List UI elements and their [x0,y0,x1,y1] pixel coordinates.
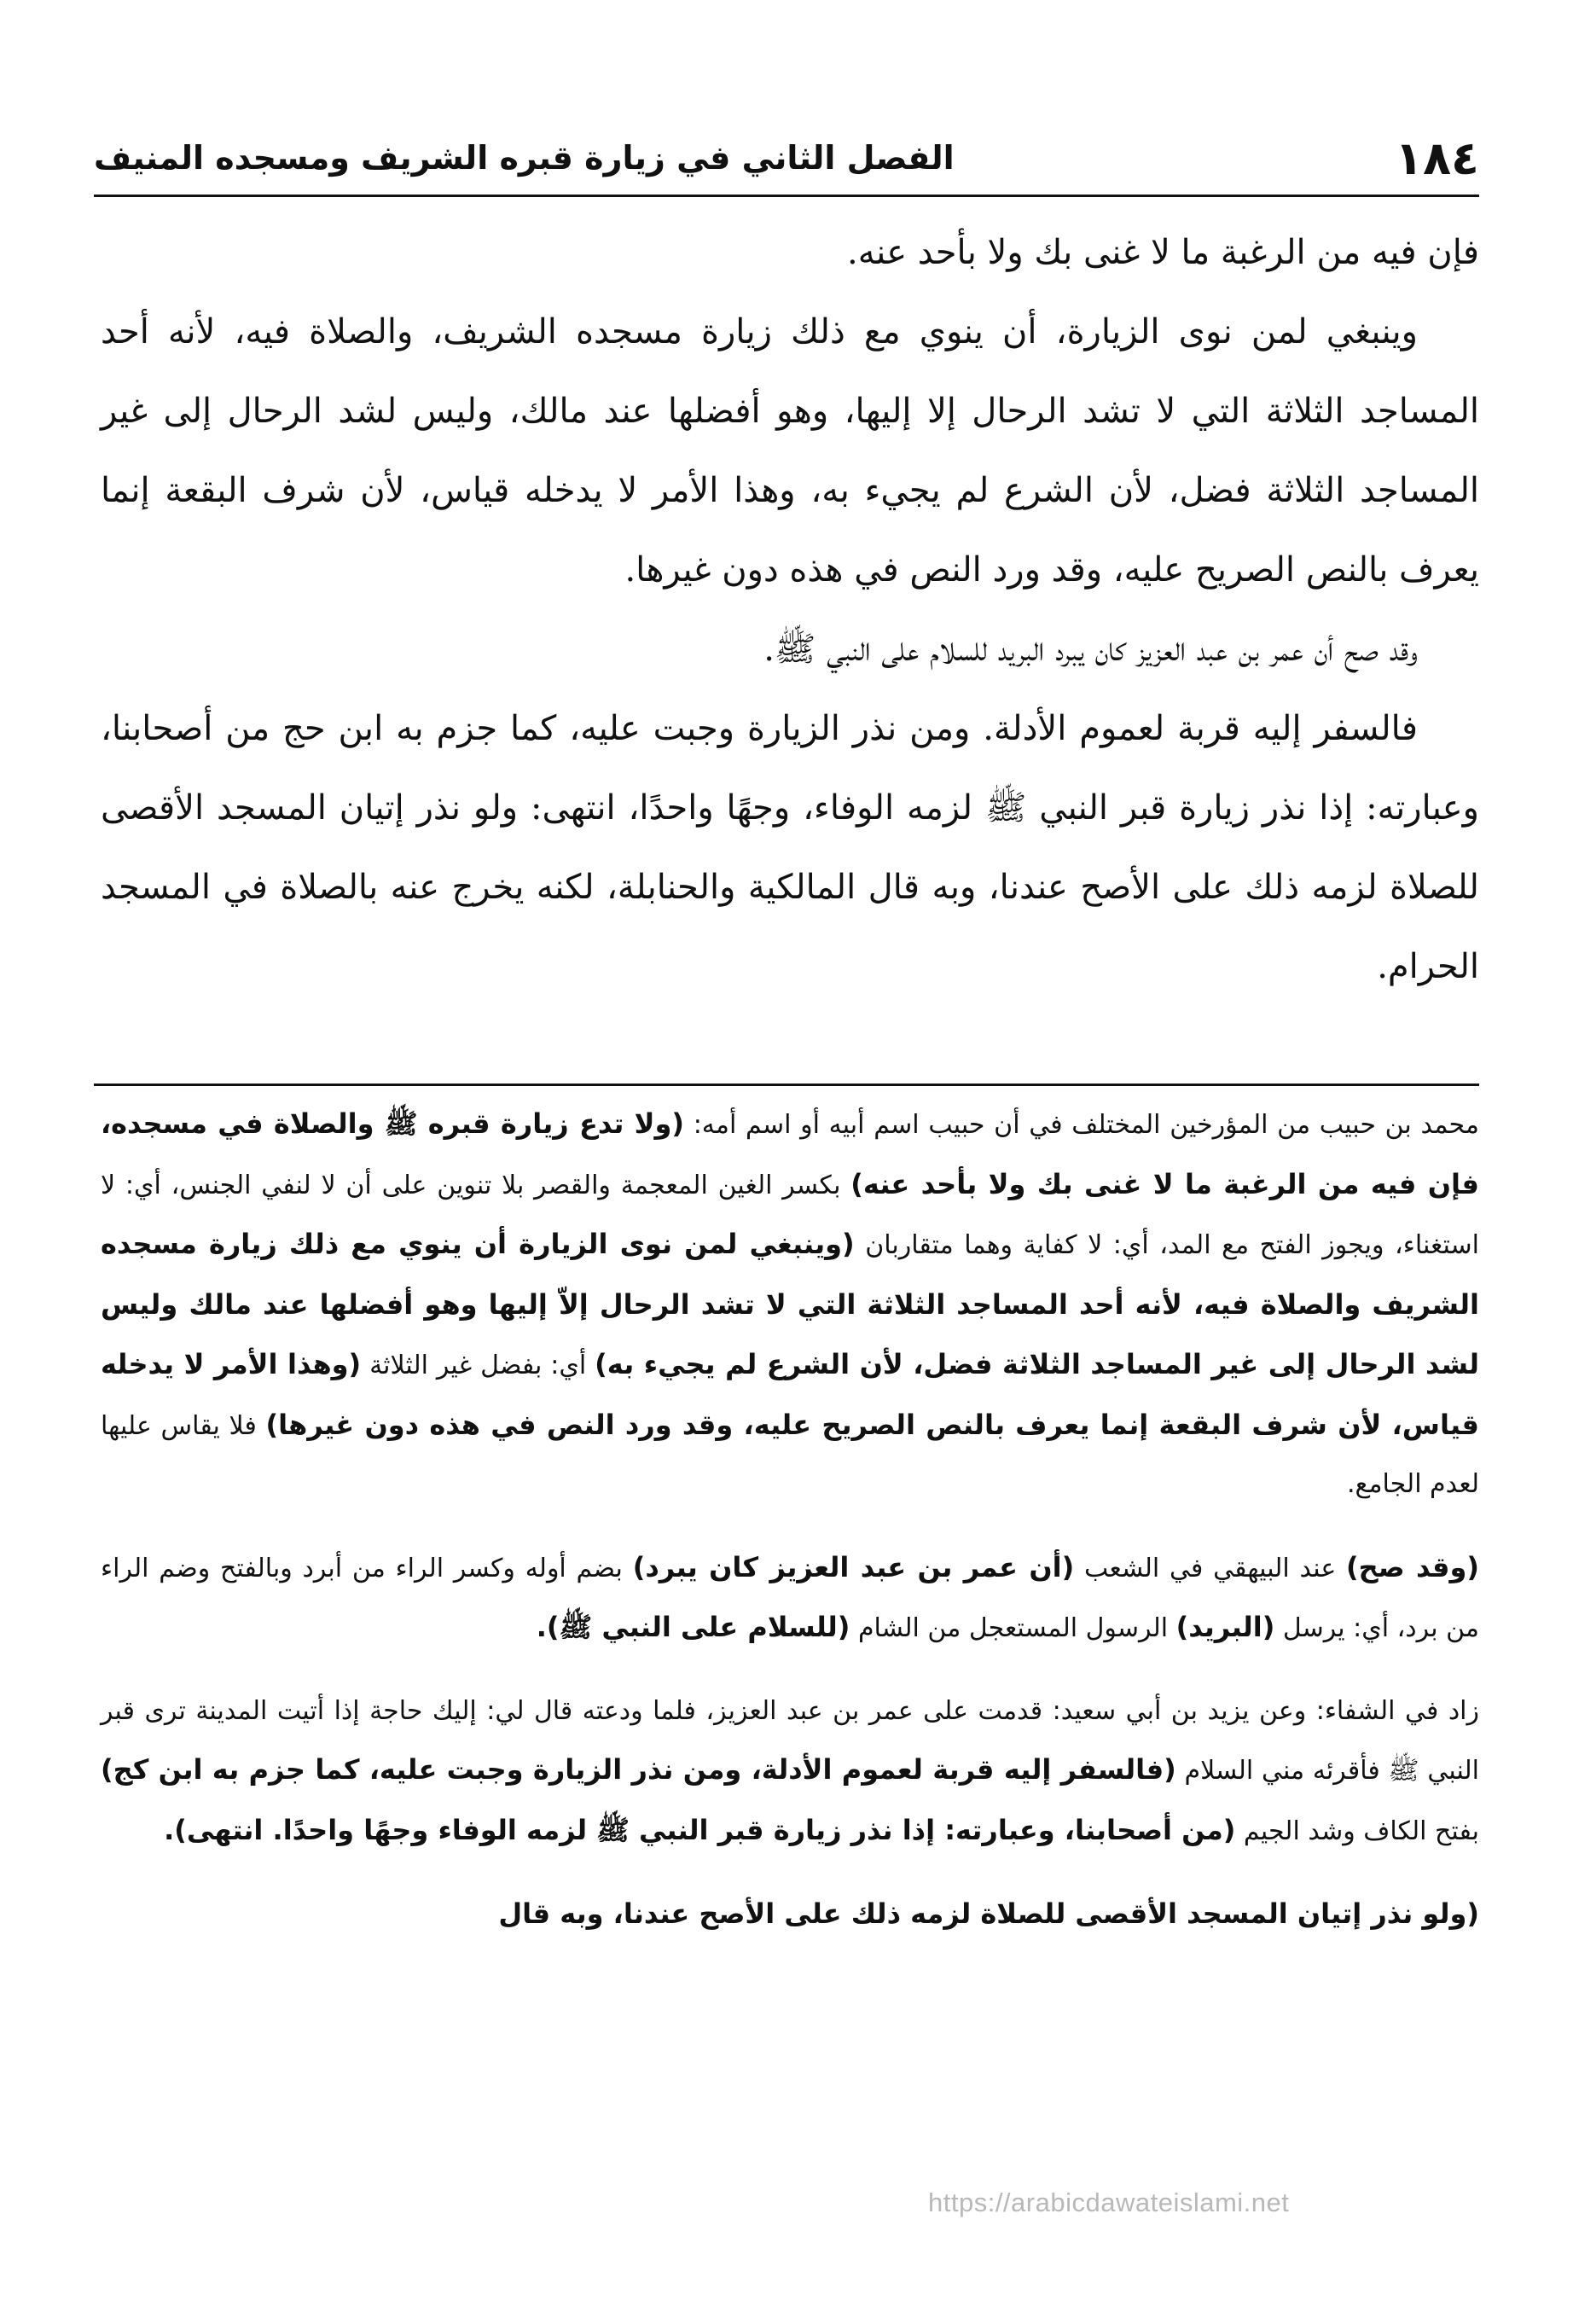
commentary-paragraph-1 [101,1095,1479,1514]
commentary-text: بضم أوله وكسر الراء من أبرد وبالفتح وضم الراء من برد، أي: يرسل [101,1553,1479,1643]
commentary-text: الرسول المستعجل من الشام [850,1613,1176,1643]
quoted-main-text: (أن عمر بن عبد العزيز كان يبرد) [632,1550,1075,1583]
quoted-main-text: (وينبغي لمن نوى الزيارة أن ينوي مع ذلك زيارة مسجده الشريف والصلاة فيه، لأنه أحد المساجد الثلاثة التي لا تشد الرحال إلاّ إليها وهو أفضلها عند مالك وليس لشد الرحال إلى غير المساجد الثلاثة فضل، لأن الشرع لم يجيء به) [101,1228,1480,1380]
page-header [94,128,1479,188]
quoted-main-text: (وقد صح) [1346,1550,1480,1583]
running-title: الفصل الثاني في زيارة قبره الشريف ومسجده المنيف [94,139,955,177]
quoted-main-text: (البريد) [1175,1611,1275,1643]
commentary-text: عند البيهقي في الشعب [1074,1553,1347,1583]
commentary-paragraph-4: (ولو نذر إتيان المسجد الأقصى للصلاة لزمه ذلك على الأصح عندنا، وبه قال [498,1897,1479,1930]
watermark-url: https://arabicdawateislami.net [928,2187,1290,2217]
commentary-paragraph-2 [101,1538,1479,1659]
commentary-text: محمد بن حبيب من المؤرخين المختلف في أن حبيب اسم أبيه أو اسم أمه: [684,1110,1479,1140]
quoted-main-text: (فالسفر إليه قربة لعموم الأدلة، ومن نذر الزيارة وجبت عليه، كما جزم به ابن كج) [101,1753,1176,1786]
page-number: ١٨٤ [1395,131,1479,185]
main-paragraph-2: وينبغي لمن نوى الزيارة، أن ينوي مع ذلك زيارة مسجده الشريف، والصلاة فيه، لأنه أحد المساجد الثلاثة التي لا تشد الرحال إلا إليها، وهو أفضلها عند مالك، وليس لشد الرحال إلى غير المساجد الثلاثة فضل، لأن الشرع لم يجيء به، وهذا الأمر لا يدخله قياس، لأن شرف البقعة إنما يعرف بالنص الصريح عليه، وقد ورد النص في هذه دون غيرها. [101,312,1479,590]
commentary-text: بفتح الكاف وشد الجيم [1235,1816,1479,1846]
main-paragraph-4: فالسفر إليه قربة لعموم الأدلة. ومن نذر الزيارة وجبت عليه، كما جزم به ابن حج من أصحابنا، وعبارته: إذا نذر زيارة قبر النبي ﷺ لزمه الوفاء، وجهًا واحدًا، انتهى: ولو نذر إتيان المسجد الأقصى للصلاة لزمه ذلك على الأصح عندنا، وبه قال المالكية والحنابلة، لكنه يخرج عنه بالصلاة في المسجد الحرام. [101,709,1479,986]
quoted-main-text: (وهذا الأمر لا يدخله قياس، لأن شرف البقعة إنما يعرف بالنص الصريح عليه، وقد ورد النص في هذه دون غيرها) [101,1348,1479,1441]
main-text [101,213,1479,1066]
main-paragraph-3: وقد صح أن عمر بن عبد العزيز كان يبرد البريد للسلام على النبي ﷺ. [763,630,1418,669]
commentary-separator [94,1084,1479,1086]
quoted-main-text: (للسلام على النبي ﷺ). [536,1611,850,1643]
commentary-text: بكسر الغين المعجمة والقصر بلا تنوين على أن لا لنفي الجنس، أي: لا استغناء، ويجوز الفتح مع المد، أي: لا كفاية وهما متقاربان [101,1170,1480,1260]
commentary-text: زاد في الشفاء: وعن يزيد بن أبي سعيد: قدمت على عمر بن عبد العزيز، فلما ودعته قال لي: إليك حاجة إذا أتيت المدينة ترى قبر النبي ﷺ فأقرئه مني السلام [101,1695,1480,1786]
main-paragraph-1: فإن فيه من الرغبة ما لا غنى بك ولا بأحد عنه. [846,233,1479,272]
commentary-paragraph-3 [101,1682,1479,1862]
commentary-text: أي: بفضل غير الثلاثة [361,1351,595,1380]
commentary [101,1095,1479,2221]
header-rule [94,195,1479,197]
quoted-main-text: (من أصحابنا، وعبارته: إذا نذر زيارة قبر النبي ﷺ لزمه الوفاء وجهًا واحدًا. انتهى). [164,1813,1236,1846]
quoted-main-text: (ولا تدع زيارة قبره ﷺ والصلاة في مسجده، فإن فيه من الرغبة ما لا غنى بك ولا بأحد عنه) [101,1107,1480,1200]
commentary-text: فلا يقاس عليها لعدم الجامع. [101,1410,1479,1499]
